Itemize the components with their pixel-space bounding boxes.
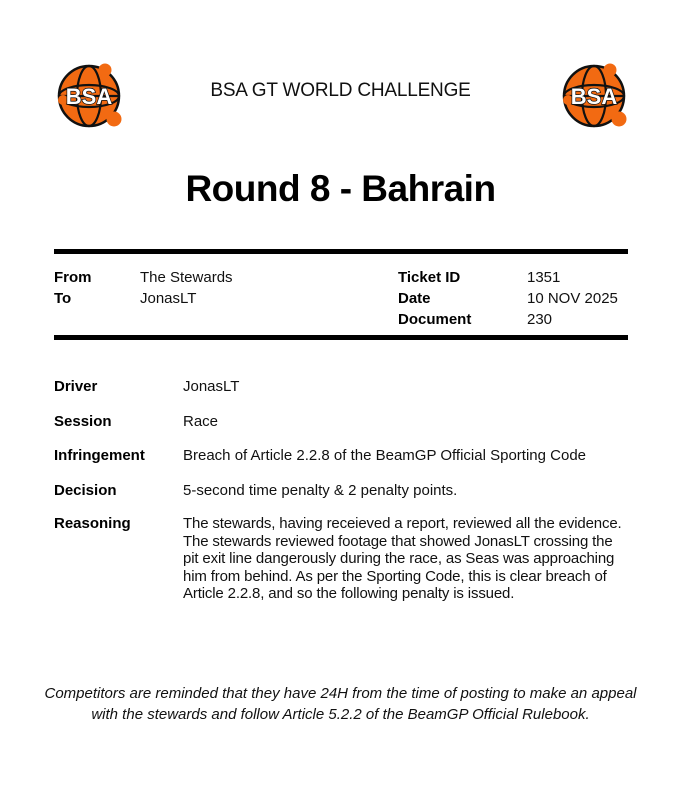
organization-title: BSA GT WORLD CHALLENGE (210, 80, 471, 101)
reasoning-label: Reasoning (54, 515, 131, 532)
top-divider (54, 249, 628, 254)
bottom-divider (54, 335, 628, 340)
decision-value: 5-second time penalty & 2 penalty points. (183, 482, 458, 499)
from-label: From (54, 269, 92, 286)
session-value: Race (183, 413, 219, 430)
driver-value: JonasLT (183, 378, 240, 395)
infringement-row (54, 447, 629, 465)
session-label: Session (54, 413, 112, 430)
reasoning-row (54, 515, 629, 603)
meta-values-left (140, 267, 233, 309)
meta-labels-left (54, 267, 92, 309)
reasoning-value: The stewards, having receieved a report, reviewed all the evidence. The stewards reviewed footage that showed JonasLT crossing the pit exit line dangerously during the race, as Seas was approaching him from behind. As per the Sporting Code, this is clear breach of Article 2.2.8, and so the following penalty is issued. (183, 515, 622, 603)
svg-text:BSA: BSA (65, 84, 113, 109)
date-label: Date (398, 290, 431, 307)
decision-row (54, 482, 629, 500)
round-title: Round 8 - Bahrain (185, 168, 496, 209)
meta-values-right (527, 267, 618, 330)
date-value: 10 NOV 2025 (527, 290, 618, 307)
ticket-id-label: Ticket ID (398, 269, 461, 286)
infringement-label: Infringement (54, 447, 145, 464)
ticket-id-value: 1351 (527, 269, 561, 286)
document-value: 230 (527, 311, 553, 328)
document-label: Document (398, 311, 472, 328)
infringement-value: Breach of Article 2.2.8 of the BeamGP Official Sporting Code (183, 447, 587, 464)
to-label: To (54, 290, 72, 307)
svg-text:BSA: BSA (570, 84, 618, 109)
decision-details (54, 378, 629, 603)
session-row (54, 413, 629, 431)
driver-label: Driver (54, 378, 98, 395)
to-value: JonasLT (140, 290, 197, 307)
appeal-notice: Competitors are reminded that they have 24H from the time of posting to make an appeal with the stewards and follow Article 5.2.2 of the BeamGP Official Rulebook. (44, 685, 637, 723)
decision-label: Decision (54, 482, 117, 499)
meta-labels-right (398, 267, 471, 330)
from-value: The Stewards (140, 269, 233, 286)
driver-row (54, 378, 629, 396)
